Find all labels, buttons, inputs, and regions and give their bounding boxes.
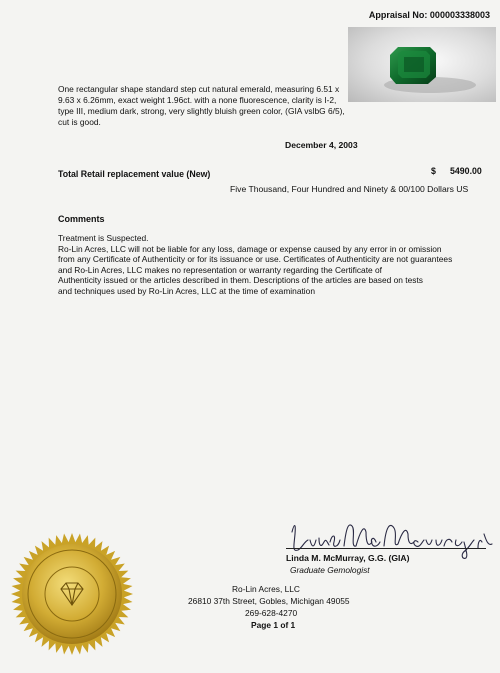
company-address: 26810 37th Street, Gobles, Michigan 49055 <box>188 596 350 606</box>
comment-line: and techniques used by Ro-Lin Acres, LLC at the time of examination <box>58 285 315 296</box>
diamond-seal-icon <box>10 532 134 656</box>
item-description: One rectangular shape standard step cut natural emerald, measuring 6.51 x 9.63 x 6.26mm, exact weight 1.96ct. with a none fluorescence, clarity is I-2, type III, medium dark, strong, very slightly bluish green color, (GIA vslbG 6/5), cut is good. <box>58 84 345 127</box>
comment-line: and Ro-Lin Acres, LLC makes no representation or warranty regarding the Certificate of <box>58 264 382 275</box>
signer-name: Linda M. McMurray, G.G. (GIA) <box>286 553 410 563</box>
comment-line: Ro-Lin Acres, LLC will not be liable for any loss, damage or expense caused by any error in or omission <box>58 243 442 254</box>
comment-line: Authenticity issued or the articles described in them. Descriptions of the articles are based on tests <box>58 275 423 286</box>
comment-line: Treatment is Suspected. <box>58 233 149 243</box>
currency-symbol: $ <box>431 166 436 176</box>
comment-line: from any Certificate of Authenticity or for its issuance or use. Certificates of Authenticity are not guarantees <box>58 254 453 265</box>
signature-line <box>286 548 486 549</box>
company-name: Ro-Lin Acres, LLC <box>232 584 300 594</box>
appraisal-date: December 4, 2003 <box>285 140 358 150</box>
company-phone: 269-628-4270 <box>245 608 298 618</box>
page-number: Page 1 of 1 <box>251 620 296 630</box>
appraisal-number: Appraisal No: 000003338003 <box>368 10 490 20</box>
emerald-photo <box>348 27 496 102</box>
value-in-words: Five Thousand, Four Hundred and Ninety & 00/100 Dollars US <box>230 184 469 194</box>
comments-heading: Comments <box>58 214 105 224</box>
value-label: Total Retail replacement value (New) <box>58 169 211 179</box>
signer-title: Graduate Gemologist <box>290 565 370 575</box>
emerald-stone-icon <box>348 27 496 102</box>
value-amount: 5490.00 <box>450 166 482 176</box>
comments-body <box>58 233 488 297</box>
